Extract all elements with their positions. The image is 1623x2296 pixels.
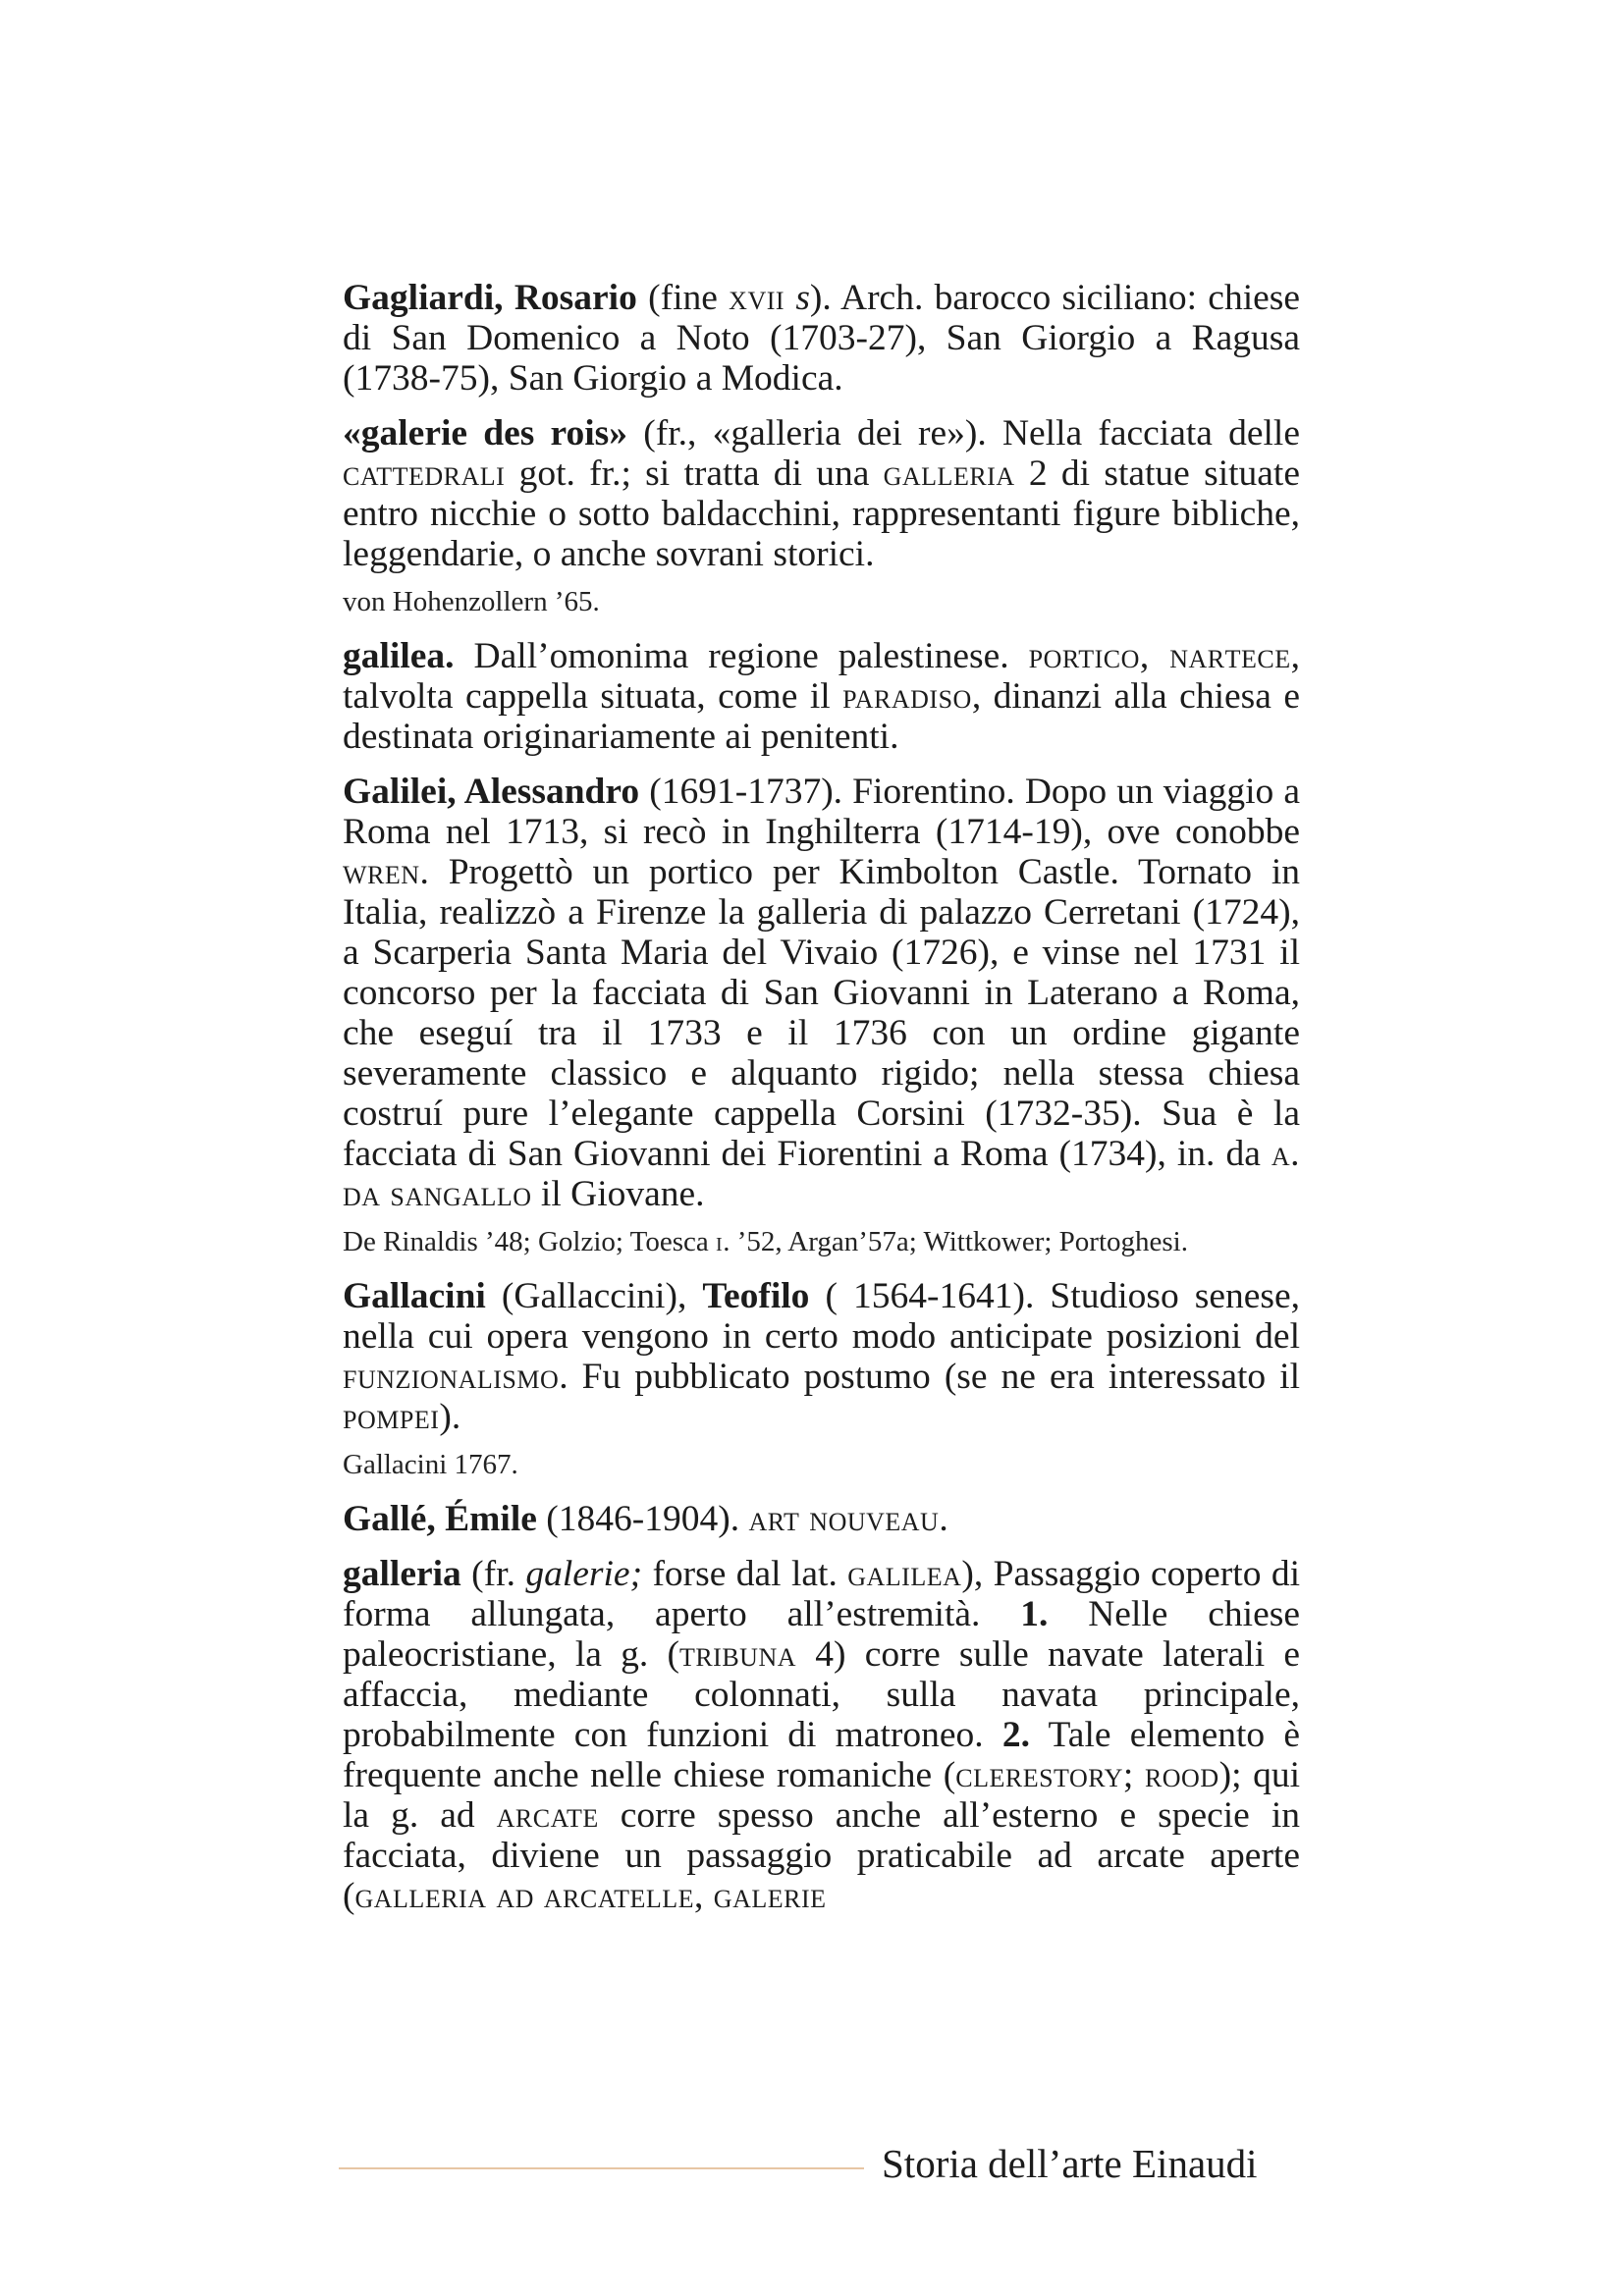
cross-reference: portico, nartece	[1028, 636, 1291, 676]
bibliography: Gallacini 1767.	[343, 1449, 518, 1480]
entry-text: (Gallaccini),	[485, 1276, 703, 1316]
cross-reference: galleria ad arcatelle, galerie	[354, 1876, 827, 1916]
entry-text: (1846-1904).	[536, 1499, 749, 1539]
entry-text: Dall’omonima regione palestinese.	[454, 636, 1029, 676]
entry-text: . Fu pubblicato postumo (se ne era interessato il	[559, 1357, 1300, 1397]
cross-reference: paradiso	[842, 676, 972, 717]
bibliography-text: . ’52, Argan’57a; Wittkower; Portoghesi.	[723, 1226, 1188, 1257]
entry-text: .	[939, 1499, 948, 1539]
cross-reference: pompei	[343, 1397, 440, 1437]
entry-text: ).	[439, 1397, 461, 1437]
cross-reference: funzionalismo	[343, 1357, 560, 1397]
entry-gagliardi	[343, 278, 1300, 399]
entry-text: ;	[1122, 1755, 1145, 1795]
bibliography-text: De Rinaldis ’48; Golzio; Toesca	[343, 1226, 717, 1257]
entry-headword: Gagliardi, Rosario	[343, 278, 637, 318]
entry-headword: galleria	[343, 1554, 461, 1594]
entry-text: ). Arch. barocco siciliano: chiese di San Domenico a Noto (1703-27), San Giorgio a Ragusa (1738-75), San Giorgio a Modica.	[343, 278, 1300, 399]
entry-text: , dinanzi alla chiesa e destinata originariamente ai penitenti.	[343, 676, 1301, 757]
dictionary-page	[343, 278, 1300, 1931]
entry-headword: «galerie des rois»	[343, 413, 628, 454]
entry-text: (fr., «galleria dei re»). Nella facciata delle	[627, 413, 1300, 454]
cross-reference: cattedrali	[343, 454, 506, 494]
entry-text: 2 di statue situate entro nicchie o sotto baldacchini, rappresentanti figure bibliche, leggendarie, o anche sovrani storici.	[343, 454, 1300, 574]
entry-text: . Progettò un portico per Kimbolton Castle. Tornato in Italia, realizzò a Firenze la galleria di palazzo Cerretani (1724), a Scarperia Santa Maria del Vivaio (1726), e vinse nel 1731 il concorso per la facciata di San Giovanni in Laterano a Roma, che eseguí tra il 1733 e il 1736 con un ordine gigante severamente classico e alquanto rigido; nella stessa chiesa costruí pure l’elegante cappella Corsini (1732-35). Sua è la facciata di San Giovanni dei Fiorentini a Roma (1734), in. da	[343, 852, 1300, 1174]
entry-headword: Gallé, Émile	[343, 1499, 537, 1539]
entry-text: (1691-1737). Fiorentino. Dopo un viaggio a Roma nel 1713, si recò in Inghilterra (1714-19), ove conobbe	[343, 772, 1300, 852]
entry-text: Tale elemento è frequente anche nelle chiese romaniche (	[343, 1715, 1300, 1795]
bibliography-volume: i	[716, 1226, 724, 1257]
cross-reference: rood	[1144, 1755, 1219, 1795]
entry-text: ), Passaggio coperto di forma allungata, aperto all’estremità.	[343, 1554, 1300, 1634]
entry-galleria	[343, 1554, 1300, 1916]
entry-galilea	[343, 636, 1300, 757]
cross-reference: a. da sangallo	[343, 1134, 1300, 1214]
entry-gallacini	[343, 1276, 1300, 1437]
cross-reference: art nouveau	[748, 1499, 940, 1539]
entry-text: (fine	[636, 278, 730, 318]
cross-reference: wren	[343, 852, 420, 892]
cross-reference: clerestory	[955, 1755, 1123, 1795]
entry-galerie-des-rois	[343, 413, 1300, 574]
entry-galle	[343, 1499, 1300, 1539]
entry-text: (fr.	[460, 1554, 526, 1594]
entry-text: corre spesso anche all’esterno e specie in facciata, diviene un passaggio praticabile ad arcate aperte (	[343, 1795, 1300, 1916]
entry-text: , talvolta cappella situata, come il	[343, 636, 1301, 717]
cross-reference: galilea	[847, 1554, 962, 1594]
entry-text-italic: s	[784, 278, 810, 318]
bibliography	[343, 1225, 1300, 1259]
entry-text: forse dal lat.	[642, 1554, 848, 1594]
entry-headword: Teofilo	[702, 1276, 810, 1316]
cross-reference: tribuna	[678, 1634, 797, 1675]
entry-headword: Gallacini	[343, 1276, 486, 1316]
entry-text: il Giovane.	[531, 1174, 705, 1214]
entry-text: got. fr.; si tratta di una	[505, 454, 884, 494]
bibliography: von Hohenzollern ’65.	[343, 586, 600, 617]
entry-text: Nelle chiese paleocristiane, la g. (	[343, 1594, 1300, 1675]
sense-number: 2.	[1001, 1715, 1030, 1755]
entry-headword: Galilei, Alessandro	[343, 772, 640, 812]
footer-label: Storia dell’arte Einaudi	[882, 2141, 1258, 2186]
cross-reference: xvii	[729, 278, 785, 318]
cross-reference: galleria	[883, 454, 1015, 494]
sense-number: 1.	[1020, 1594, 1049, 1634]
entry-galilei	[343, 772, 1300, 1214]
entry-text-italic: galerie;	[525, 1554, 643, 1594]
entry-text: 4) corre sulle navate laterali e affaccia, mediante colonnati, sulla navata principale, probabilmente con funzioni di matroneo.	[343, 1634, 1301, 1755]
entry-headword: galilea.	[343, 636, 455, 676]
cross-reference: arcate	[496, 1795, 599, 1836]
entry-text: ); qui la g. ad	[343, 1755, 1301, 1836]
footer-rule	[339, 2167, 864, 2169]
entry-text: ( 1564-1641). Studioso senese, nella cui opera vengono in certo modo anticipate posizioni del	[343, 1276, 1301, 1357]
